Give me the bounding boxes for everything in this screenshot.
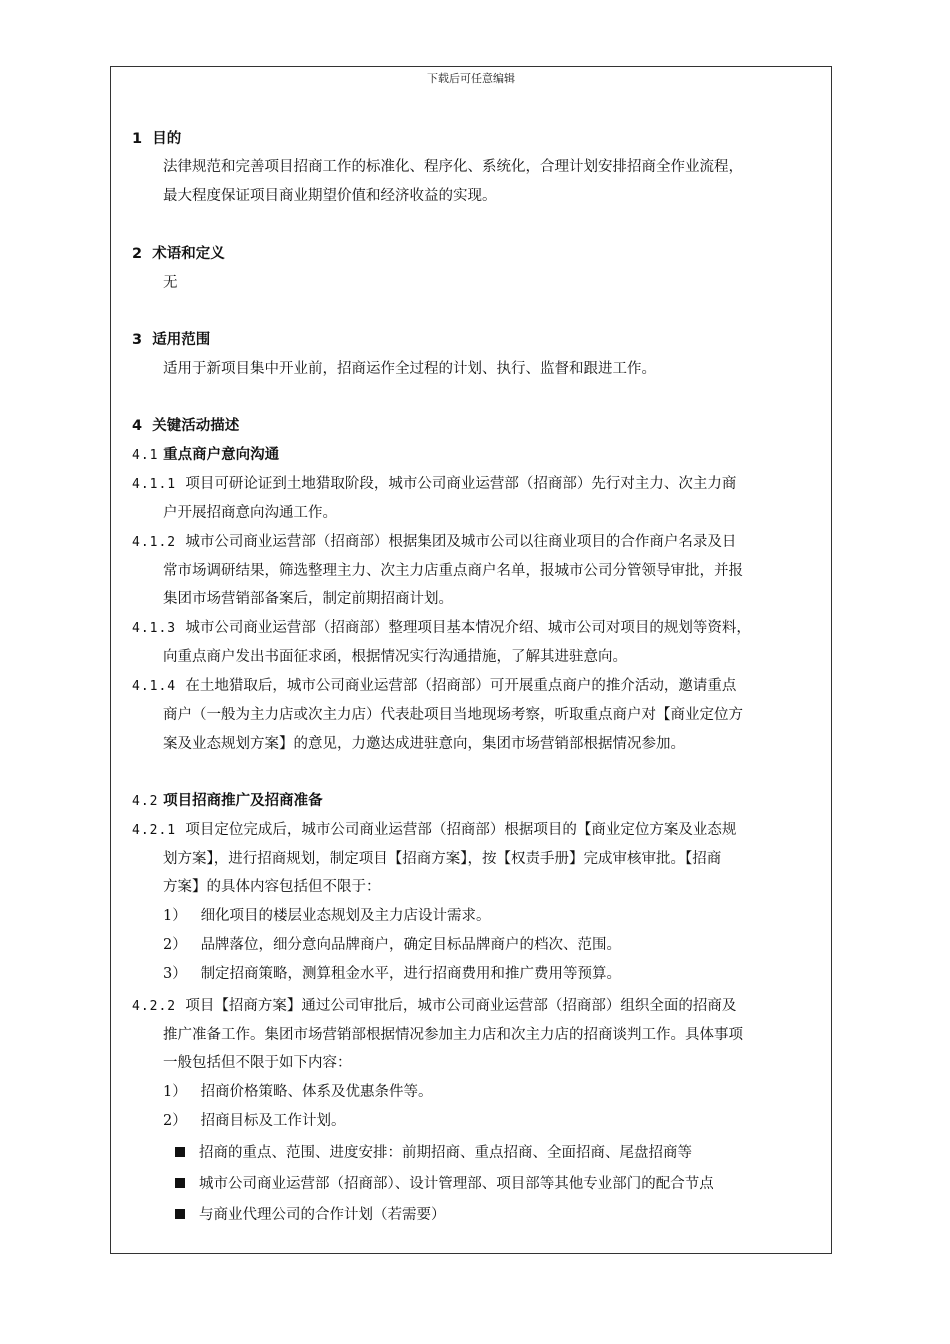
list-text: 招商价格策略、体系及优惠条件等。 [200, 1084, 433, 1100]
item-4-2-1 [132, 820, 736, 841]
paragraph-line: 向重点商户发出书面征求函，根据情况实行沟通措施，了解其进驻意向。 [163, 649, 627, 665]
square-bullet-icon [175, 1147, 185, 1157]
item-number: 4.1.2 [132, 535, 177, 550]
bullet-text: 招商的重点、范围、进度安排：前期招商、重点招商、全面招商、尾盘招商等 [199, 1145, 692, 1161]
list-number: 2） [163, 1113, 187, 1129]
list-item [163, 1082, 433, 1102]
section-title: 适用范围 [152, 332, 211, 348]
square-bullet-icon [175, 1209, 185, 1219]
item-4-2-2 [132, 996, 736, 1017]
square-bullet-icon [175, 1178, 185, 1188]
paragraph-line: 常市场调研结果，筛选整理主力、次主力店重点商户名单，报城市公司分管领导审批，并报 [163, 563, 743, 579]
list-text: 细化项目的楼层业态规划及主力店设计需求。 [200, 908, 491, 924]
item-text: 城市公司商业运营部（招商部）根据集团及城市公司以往商业项目的合作商户名录及日 [185, 534, 737, 550]
item-4-1-4 [132, 676, 736, 697]
item-number: 4.2.2 [132, 999, 177, 1014]
list-item [163, 1111, 346, 1131]
subsection-number: 4.1 [132, 448, 159, 463]
section-title: 目的 [152, 131, 182, 147]
section-number: 1 [132, 131, 143, 147]
paragraph-line: 法律规范和完善项目招商工作的标准化、程序化、系统化，合理计划安排招商全作业流程， [163, 159, 743, 175]
list-item [163, 964, 621, 984]
item-text: 项目可研论证到土地猎取阶段，城市公司商业运营部（招商部）先行对主力、次主力商 [185, 476, 737, 492]
item-text: 项目定位完成后，城市公司商业运营部（招商部）根据项目的【商业定位方案及业态规 [185, 822, 737, 838]
bullet-text: 城市公司商业运营部（招商部）、设计管理部、项目部等其他专业部门的配合节点 [199, 1176, 714, 1192]
bullet-text: 与商业代理公司的合作计划（若需要） [199, 1207, 446, 1223]
list-text: 招商目标及工作计划。 [200, 1113, 346, 1129]
item-4-1-1 [132, 474, 736, 495]
paragraph-line: 方案】的具体内容包括但不限于： [163, 879, 381, 895]
section-number: 2 [132, 246, 143, 262]
bullet-item [175, 1205, 446, 1225]
item-number: 4.1.4 [132, 679, 177, 694]
list-number: 3） [163, 966, 187, 982]
header-note: 下载后可任意编辑 [427, 72, 515, 85]
bullet-item [175, 1174, 714, 1194]
bullet-item [175, 1143, 692, 1163]
subsection-4-1-heading [132, 445, 279, 466]
subsection-title: 重点商户意向沟通 [163, 447, 280, 463]
section-number: 4 [132, 418, 143, 434]
section-number: 3 [132, 332, 143, 348]
list-item [163, 935, 621, 955]
item-text: 城市公司商业运营部（招商部）整理项目基本情况介绍、城市公司对项目的规划等资料， [185, 620, 751, 636]
paragraph-line: 划方案】，进行招商规划，制定项目【招商方案】，按【权责手册】完成审核审批。【招商 [163, 851, 722, 867]
item-number: 4.2.1 [132, 823, 177, 838]
paragraph-line: 最大程度保证项目商业期望价值和经济收益的实现。 [163, 188, 497, 204]
paragraph-line: 商户（一般为主力店或次主力店）代表赴项目当地现场考察，听取重点商户对【商业定位方 [163, 707, 743, 723]
list-item [163, 906, 491, 926]
subsection-4-2-heading [132, 791, 323, 812]
item-text: 项目【招商方案】通过公司审批后，城市公司商业运营部（招商部）组织全面的招商及 [185, 998, 737, 1014]
item-number: 4.1.3 [132, 621, 177, 636]
paragraph-line: 适用于新项目集中开业前，招商运作全过程的计划、执行、监督和跟进工作。 [163, 361, 656, 377]
paragraph-line: 集团市场营销部备案后，制定前期招商计划。 [163, 591, 453, 607]
list-number: 2） [163, 937, 187, 953]
section-3-heading [132, 330, 210, 350]
paragraph-line: 无 [163, 275, 178, 291]
section-1-heading [132, 129, 181, 149]
item-4-1-2 [132, 532, 736, 553]
subsection-title: 项目招商推广及招商准备 [163, 793, 323, 809]
paragraph-line: 户开展招商意向沟通工作。 [163, 505, 337, 521]
list-number: 1） [163, 1084, 187, 1100]
section-title: 术语和定义 [152, 246, 225, 262]
list-number: 1） [163, 908, 187, 924]
paragraph-line: 案及业态规划方案】的意见，力邀达成进驻意向，集团市场营销部根据情况参加。 [163, 736, 685, 752]
list-text: 品牌落位，细分意向品牌商户，确定目标品牌商户的档次、范围。 [200, 937, 622, 953]
paragraph-line: 一般包括但不限于如下内容： [163, 1055, 352, 1071]
section-4-heading [132, 416, 239, 436]
paragraph-line: 推广准备工作。集团市场营销部根据情况参加主力店和次主力店的招商谈判工作。具体事项 [163, 1027, 743, 1043]
section-title: 关键活动描述 [152, 418, 240, 434]
item-number: 4.1.1 [132, 477, 177, 492]
item-4-1-3 [132, 618, 751, 639]
section-2-heading [132, 244, 225, 264]
subsection-number: 4.2 [132, 794, 159, 809]
list-text: 制定招商策略，测算租金水平，进行招商费用和推广费用等预算。 [200, 966, 622, 982]
item-text: 在土地猎取后，城市公司商业运营部（招商部）可开展重点商户的推介活动，邀请重点 [185, 678, 737, 694]
